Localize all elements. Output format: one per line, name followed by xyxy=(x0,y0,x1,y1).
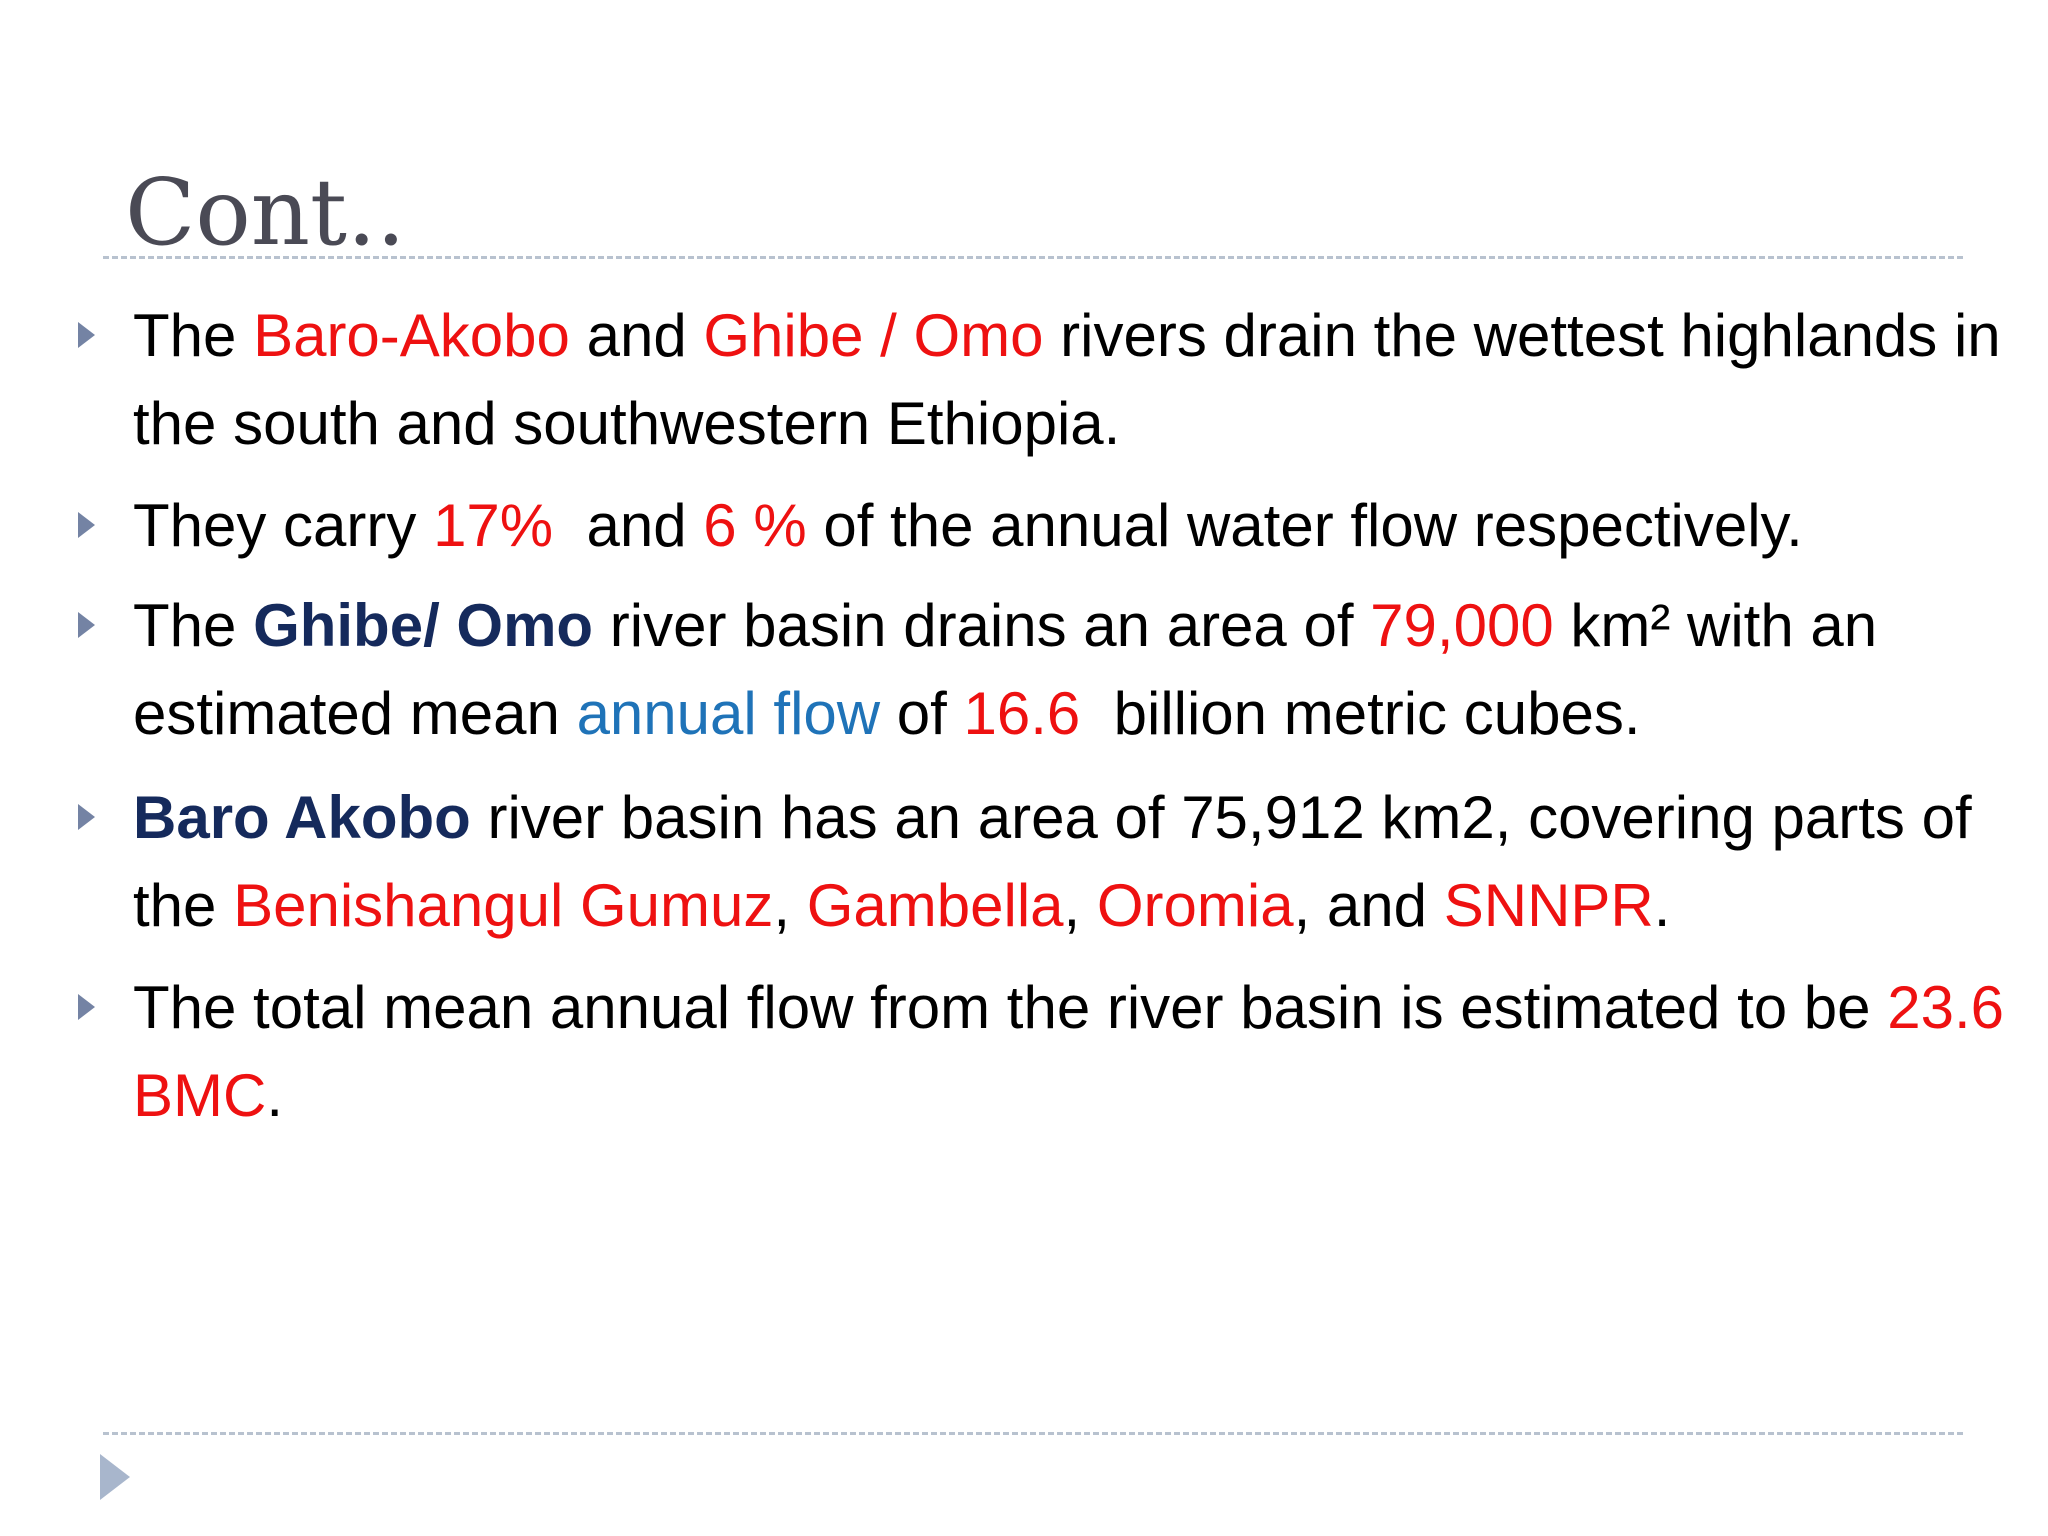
text-segment: The total mean annual flow from the river basin is estimated to be xyxy=(133,974,1888,1041)
highlight-region-gambella: Gambella xyxy=(806,872,1064,939)
text-segment: The xyxy=(133,302,254,369)
title-divider xyxy=(103,256,1963,259)
bullet-list xyxy=(70,292,2020,1140)
text-segment: . xyxy=(266,1062,284,1129)
text-segment: , and xyxy=(1293,872,1444,939)
text-segment: , xyxy=(773,872,807,939)
highlight-region-benishangul: Benishangul Gumuz xyxy=(233,872,774,939)
highlight-river-baro-akobo: Baro-Akobo xyxy=(253,302,570,369)
bullet-item xyxy=(70,964,2020,1140)
highlight-percent: 6 % xyxy=(703,492,807,559)
text-segment: They carry xyxy=(133,492,434,559)
text-segment: . xyxy=(1653,872,1671,939)
slide-title: Cont.. xyxy=(125,159,406,266)
footer-divider xyxy=(103,1432,1963,1435)
text-segment: The xyxy=(133,592,254,659)
bullet-triangle-icon xyxy=(78,512,95,538)
bullet-triangle-icon xyxy=(78,804,95,830)
emphasis-baro-akobo: Baro Akobo xyxy=(133,784,471,851)
highlight-total-flow: 23.6 BMC xyxy=(133,974,2004,1129)
highlight-percent: 17% xyxy=(433,492,554,559)
highlight-annual-flow: annual flow xyxy=(576,680,881,747)
emphasis-ghibe-omo: Ghibe/ Omo xyxy=(253,592,594,659)
highlight-region-oromia: Oromia xyxy=(1096,872,1294,939)
highlight-river-ghibe-omo: Ghibe / Omo xyxy=(703,302,1044,369)
text-segment: km² with an estimated mean xyxy=(133,592,1878,747)
bullet-item xyxy=(70,582,2020,758)
text-segment: rivers drain the wettest highlands in the south and southwestern Ethiopia. xyxy=(133,302,2001,457)
text-segment: billion metric cubes. xyxy=(1080,680,1641,747)
bullet-triangle-icon xyxy=(78,322,95,348)
play-triangle-icon[interactable] xyxy=(100,1454,130,1500)
text-segment: of xyxy=(880,680,964,747)
bullet-triangle-icon xyxy=(78,994,95,1020)
text-segment: river basin has an area of 75,912 km2, covering parts of the xyxy=(133,784,1972,939)
text-segment: , xyxy=(1063,872,1097,939)
text-segment: of the annual water flow respectively. xyxy=(806,492,1803,559)
text-segment: river basin drains an area of xyxy=(593,592,1371,659)
highlight-area-value: 79,000 xyxy=(1370,592,1554,659)
bullet-triangle-icon xyxy=(78,612,95,638)
bullet-item xyxy=(70,774,2020,950)
highlight-flow-value: 16.6 xyxy=(963,680,1081,747)
bullet-item xyxy=(70,482,2020,570)
text-segment: and xyxy=(569,302,704,369)
highlight-region-snnpr: SNNPR xyxy=(1443,872,1654,939)
bullet-item xyxy=(70,292,2020,468)
text-segment: and xyxy=(553,492,704,559)
